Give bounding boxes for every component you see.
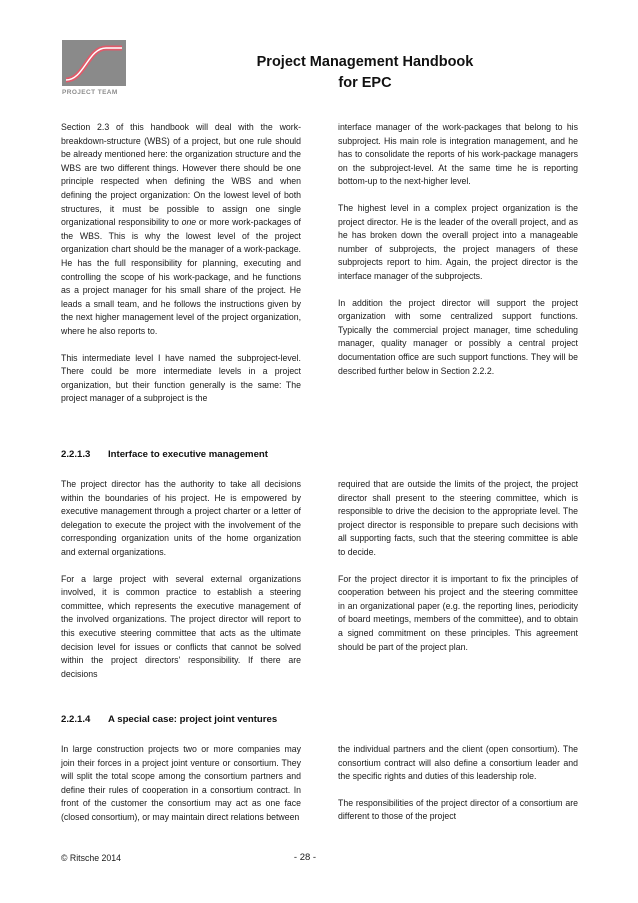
project-team-logo	[62, 40, 130, 102]
paragraph: In large construction projects two or more companies may join their forces in a project joint venture or consortium. They will split the total scope among the consortium partners and define their rules of cooperation in a consortium contract. In front of the customer the consortium may act as one face (closed consortium), or may maintain direct relations between	[61, 744, 301, 822]
paragraph: For the project director it is important to fix the principles of cooperation between his project and the steering committee in an organizational paper (e.g. the reporting lines, periodicity of board meetings, members of the committee), and to obtain a signed commitment on these principles. This agreement should be part of the project plan.	[338, 573, 578, 652]
paragraph: required that are outside the limits of the project, the project director shall present to the steering committee, which is responsible to drive the decision to the appropriate level. The project director is responsible to prepare such decisions with all supporting facts, such that the steering committee is able to decide.	[338, 479, 578, 557]
document-title	[230, 52, 500, 94]
paragraph: interface manager of the work-packages that belong to his subproject. His main role is integration management, and he has to consolidate the reports of his work-package managers on the subproject-level. At the same time he is reporting bottom-up to the next-higher level.	[338, 122, 578, 187]
section-number: 2.2.1.4	[61, 714, 91, 725]
paragraph: For a large project with several external organizations involved, it is common practice to establish a steering committee, which represents the executive management of the involved organizations. The project director will report to this executive steering committee that acts as the ultimate decision level for issues or conflicts that cannot be solved within the project directors' responsibility. If there are decisions	[61, 573, 301, 679]
logo-text: PROJECT TEAM	[62, 89, 118, 96]
executive-right-column	[338, 478, 578, 654]
intro-right-column	[338, 121, 578, 378]
section-title: Interface to executive management	[108, 449, 268, 460]
title-line-2: for EPC	[338, 75, 392, 91]
paragraph: The responsibilities of the project director of a consortium are different to those of the project	[338, 797, 578, 822]
title-line-1: Project Management Handbook	[256, 54, 474, 70]
paragraph: In addition the project director will support the project organization with some centralized support functions. Typically the commercial project manager, time scheduling manager, quality manager or possibly a central project documentation office are such support functions. They will be described further below in Section 2.2.2.	[338, 297, 578, 376]
joint-left-column	[61, 743, 301, 825]
section-heading-executive	[61, 449, 268, 460]
paragraph: the individual partners and the client (open consortium). The consortium contract will also define a consortium leader and the specific rights and duties of this leadership role.	[338, 744, 578, 782]
logo-mark-icon	[62, 40, 126, 86]
paragraph: The project director has the authority to take all decisions within the boundaries of his project. He is empowered by executive management through a project charter or a letter of delegation to execute the project with the involvement of the corresponding organization units of the home organization and external organizations.	[61, 479, 301, 557]
paragraph: The highest level in a complex project organization is the project director. He is the leader of the overall project, and as he has broken down the overall project into a manageable number of subprojects, the project managers of these subprojects report to him. Again, the project director is the interface manager of the subprojects.	[338, 202, 578, 281]
copyright-notice: © Ritsche 2014	[61, 853, 121, 863]
section-number: 2.2.1.3	[61, 449, 91, 460]
paragraph: Section 2.3 of this handbook will deal with the work-breakdown-structure (WBS) of a project, but one rule should be already mentioned here: the organization structure and the WBS are two different things. However there should be one principle respected when defining the WBS and when defining the project organization: On the lowest level of both structures, it must be possible to assign one single organizational responsibility to one or more work-packages of the WBS. This is why the lowest level of the project organization chart should be the manager of a work-package. He has the full responsibility for planning, executing and controlling the scope of his work-package, and he functions as a project manager for his small share of the project. He leads a small team, and he follows the instructions given by the next higher management level of the project organization, where he also reports to.	[61, 122, 301, 336]
joint-right-column	[338, 743, 578, 824]
emphasis: one	[181, 217, 197, 228]
executive-left-column	[61, 478, 301, 681]
intro-left-column	[61, 121, 301, 406]
section-title: A special case: project joint ventures	[108, 714, 278, 725]
section-heading-joint-ventures	[61, 714, 277, 725]
page-number: - 28 -	[293, 852, 317, 863]
paragraph: This intermediate level I have named the subproject-level. There could be more intermediate levels in a project organization, but their function generally is the same: The project manager of a subproject is the	[61, 352, 301, 404]
